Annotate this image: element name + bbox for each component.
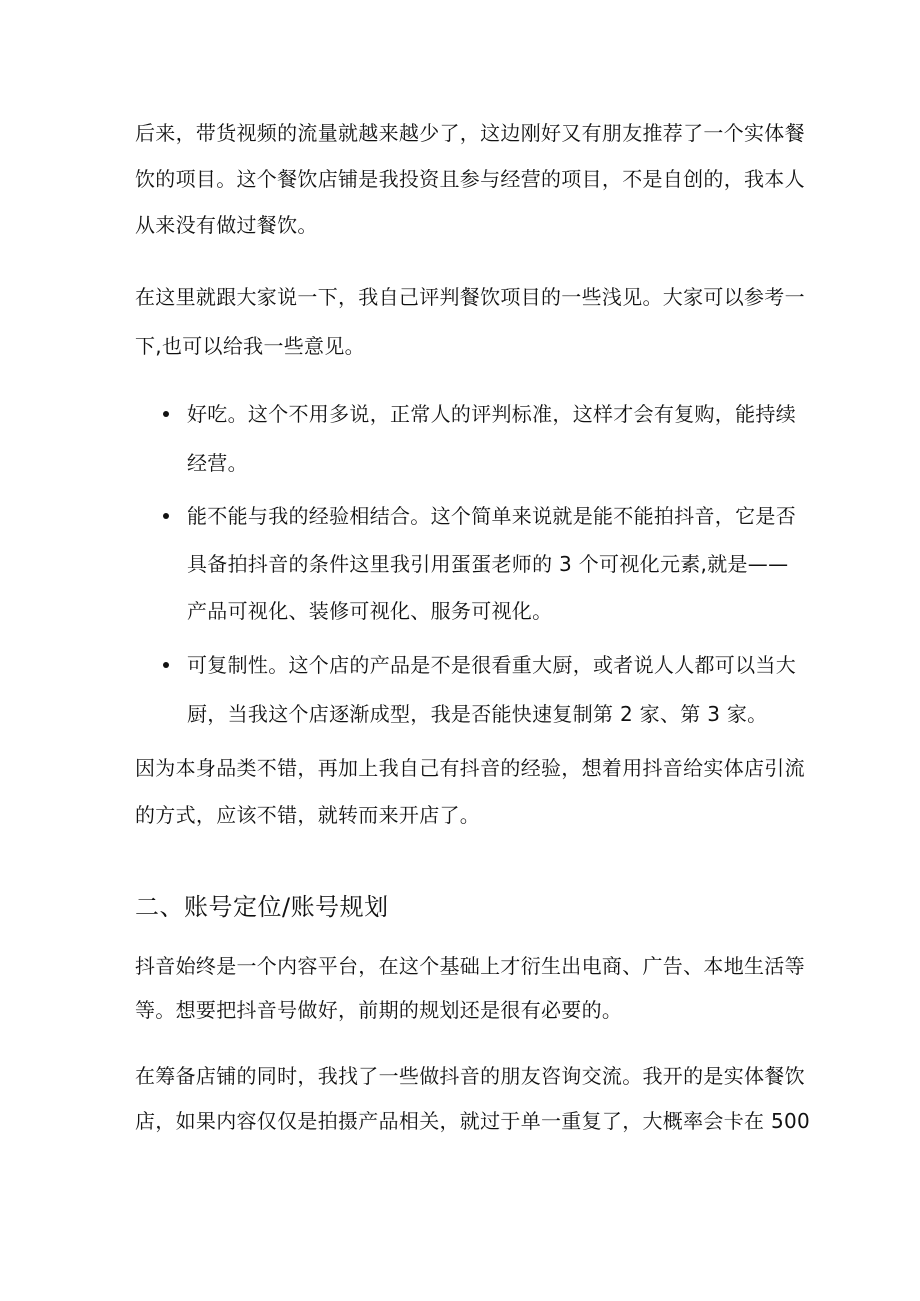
paragraph-2-line-2: 下,也可以给我一些意见。 xyxy=(135,334,365,358)
bullet-2-line-3: 产品可视化、装修可视化、服务可视化。 xyxy=(187,599,553,623)
bullet-1-line-2: 经营。 xyxy=(187,451,248,475)
paragraph-3-line-2: 的方式，应该不错，就转而来开店了。 xyxy=(135,803,481,827)
paragraph-1-line-2: 饮的项目。这个餐饮店铺是我投资且参与经营的项目，不是自创的，我本人 xyxy=(135,167,805,191)
section-heading: 二、账号定位/账号规划 xyxy=(135,893,389,921)
paragraph-2-line-1: 在这里就跟大家说一下，我自己评判餐饮项目的一些浅见。大家可以参考一 xyxy=(135,285,805,309)
paragraph-5-line-1: 在筹备店铺的同时，我找了一些做抖音的朋友咨询交流。我开的是实体餐饮 xyxy=(135,1064,805,1088)
paragraph-3-line-1: 因为本身品类不错，再加上我自己有抖音的经验，想着用抖音给实体店引流 xyxy=(135,756,805,780)
bullet-2-line-2: 具备拍抖音的条件这里我引用蛋蛋老师的 3 个可视化元素,就是—— xyxy=(187,552,789,576)
bullet-2-line-1: 能不能与我的经验相结合。这个简单来说就是能不能拍抖音，它是否 xyxy=(187,504,796,528)
paragraph-5-line-2: 店，如果内容仅仅是拍摄产品相关，就过于单一重复了，大概率会卡在 500 xyxy=(135,1109,811,1133)
paragraph-1-line-3: 从来没有做过餐饮。 xyxy=(135,213,318,237)
bullet-1-line-1: 好吃。这个不用多说，正常人的评判标准，这样才会有复购，能持续 xyxy=(187,402,796,426)
bullet-dot-3 xyxy=(163,662,169,668)
paragraph-1-line-1: 后来，带货视频的流量就越来越少了，这边刚好又有朋友推荐了一个实体餐 xyxy=(135,121,805,145)
paragraph-4-line-1: 抖音始终是一个内容平台，在这个基础上才衍生出电商、广告、本地生活等 xyxy=(135,954,805,978)
paragraph-4-line-2: 等。想要把抖音号做好，前期的规划还是很有必要的。 xyxy=(135,998,623,1022)
bullet-3-line-2: 厨，当我这个店逐渐成型，我是否能快速复制第 2 家、第 3 家。 xyxy=(187,702,768,726)
bullet-dot-1 xyxy=(163,411,169,417)
bullet-dot-2 xyxy=(163,513,169,519)
bullet-3-line-1: 可复制性。这个店的产品是不是很看重大厨，或者说人人都可以当大 xyxy=(187,653,796,677)
